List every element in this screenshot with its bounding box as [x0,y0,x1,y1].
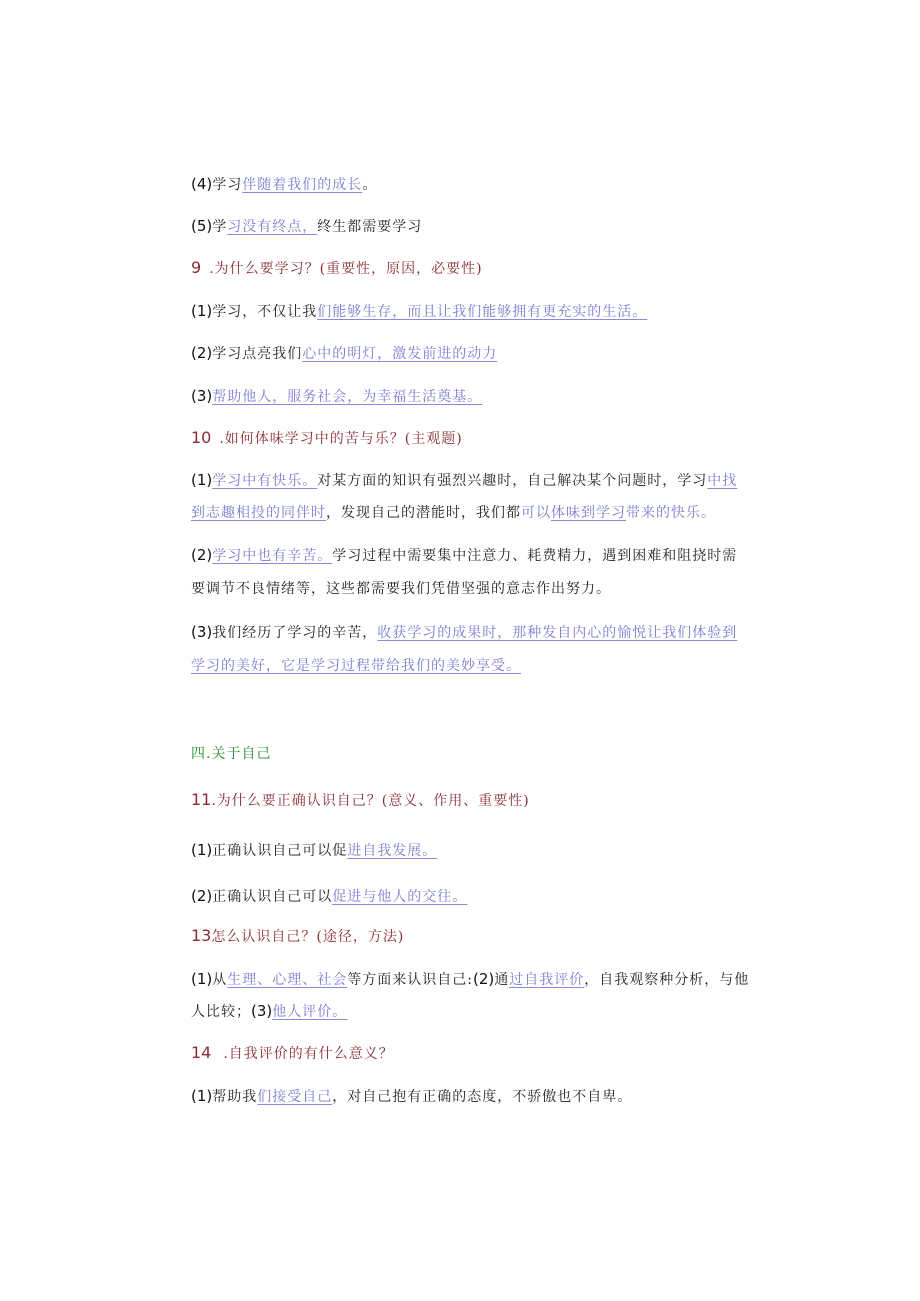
question-heading: 9 .为什么要学习？(重要性，原因，必要性) [191,258,483,277]
text-line: (4)学习伴随着我们的成长。 [191,175,378,193]
text-line: (2)学习中也有辛苦。学习过程中需要集中注意力、耗费精力，遇到困难和阻挠时需 [191,546,738,564]
text-line: 要调节不良情绪等，这些都需要我们凭借坚强的意志作出努力。 [191,581,611,597]
text-line: (3)我们经历了学习的辛苦，收获学习的成果时，那种发自内心的愉悦让我们体验到 [191,623,738,641]
question-heading: 11.为什么要正确认识自己？(意义、作用、重要性) [191,790,530,809]
text-line: (1)帮助我们接受自己，对自己抱有正确的态度，不骄傲也不自卑。 [191,1087,633,1105]
question-heading: 13怎么认识自己？(途径，方法) [191,926,405,945]
text-line: 学习的美好，它是学习过程带给我们的美妙享受。 [191,658,521,674]
section-heading: 四.关于自己 [191,746,272,762]
text-line: (2)正确认识自己可以促进与他人的交往。 [191,887,468,905]
text-line: (1)学习，不仅让我们能够生存，而且让我们能够拥有更充实的生活。 [191,302,648,320]
question-heading: 14 .自我评价的有什么意义？ [191,1043,394,1062]
question-heading: 10 .如何体味学习中的苦与乐？(主观题) [191,428,463,447]
text-line: 到志趣相投的同伴时，发现自己的潜能时，我们都可以体味到学习带来的快乐。 [191,505,716,521]
text-line: (1)学习中有快乐。对某方面的知识有强烈兴趣时，自己解决某个问题时，学习中找 [191,471,738,489]
text-line: (2)学习点亮我们心中的明灯，激发前进的动力 [191,344,498,362]
text-line: (3)帮助他人，服务社会，为幸福生活奠基。 [191,387,483,405]
text-line: 人比较；(3)他人评价。 [191,1002,348,1020]
text-line: (1)正确认识自己可以促进自我发展。 [191,841,438,859]
text-line: (5)学习没有终点，终生都需要学习 [191,217,423,235]
text-line: (1)从生理、心理、社会等方面来认识自己:(2)通过自我评价，自我观察种分析，与他 [191,970,750,988]
